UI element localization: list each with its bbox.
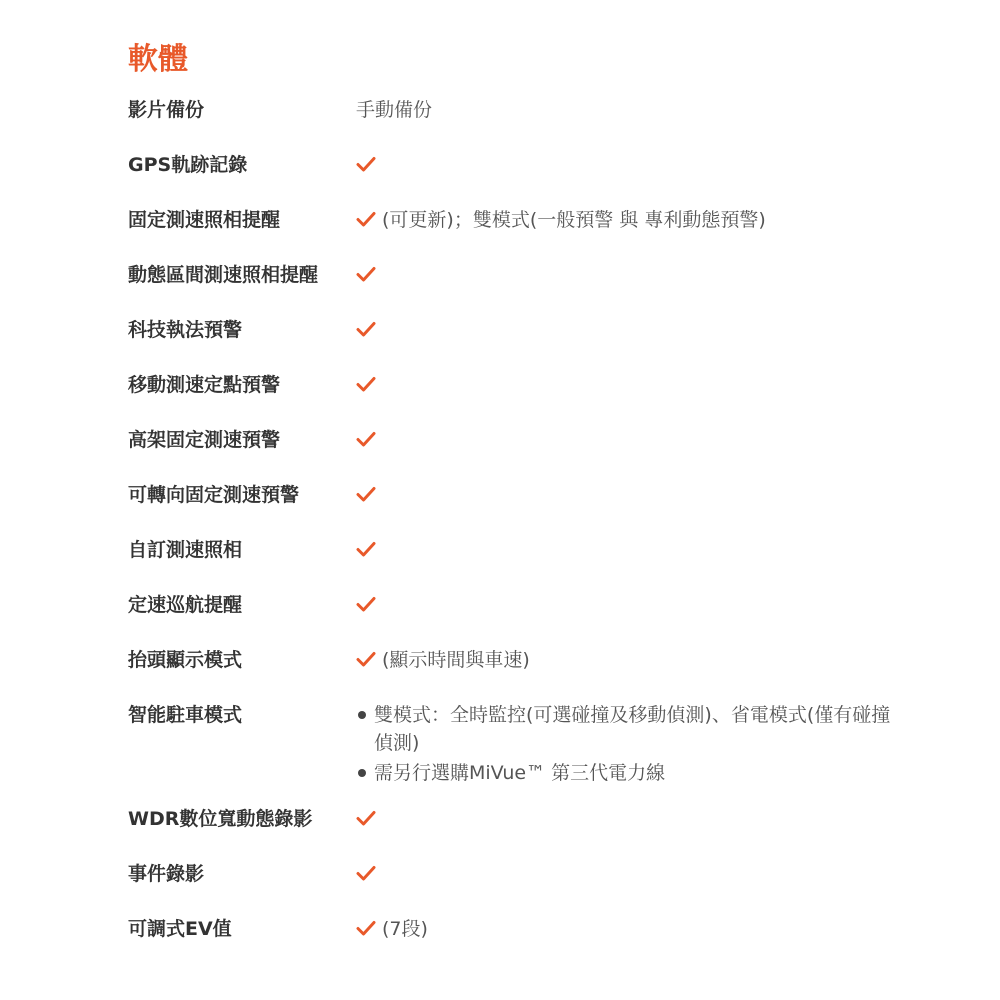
spec-label: 固定測速照相提醒 (128, 209, 281, 231)
spec-label: 事件錄影 (128, 863, 205, 885)
spec-value-text: (可更新)；雙模式(一般預警 與 專利動態預警) (382, 209, 766, 231)
spec-value (356, 206, 896, 234)
section-title: 軟體 (128, 42, 188, 77)
spec-value (356, 96, 896, 124)
check-icon (356, 151, 378, 179)
spec-value (356, 646, 896, 674)
check-icon (356, 536, 378, 564)
check-icon (356, 371, 378, 399)
spec-label: 抬頭顯示模式 (128, 649, 243, 671)
spec-value-text: 手動備份 (356, 99, 433, 121)
check-icon (356, 805, 378, 833)
spec-label: 可調式EV值 (128, 918, 232, 940)
spec-label: 動態區間測速照相提醒 (128, 264, 319, 286)
check-icon (356, 860, 378, 888)
spec-label: GPS軌跡記錄 (128, 154, 248, 176)
spec-value (356, 805, 896, 833)
check-icon (356, 261, 378, 289)
check-icon (356, 646, 378, 674)
check-icon (356, 206, 378, 234)
bullet-list (356, 701, 894, 787)
bullet-text: 需另行選購MiVue™ 第三代電力線 (374, 762, 666, 784)
spec-label: 智能駐車模式 (128, 704, 243, 726)
spec-label: 科技執法預警 (128, 319, 243, 341)
spec-value (356, 371, 896, 399)
check-icon (356, 591, 378, 619)
bullet-dot-icon (358, 769, 366, 777)
check-icon (356, 316, 378, 344)
spec-label: 自訂測速照相 (128, 539, 243, 561)
bullet-item (356, 759, 894, 787)
spec-value (356, 316, 896, 344)
bullet-text: 雙模式：全時監控(可選碰撞及移動偵測)、省電模式(僅有碰撞偵測) (374, 704, 891, 754)
spec-value (356, 536, 896, 564)
spec-label: 定速巡航提醒 (128, 594, 243, 616)
spec-value-text: (顯示時間與車速) (382, 649, 530, 671)
spec-label: 移動測速定點預警 (128, 374, 281, 396)
spec-value (356, 591, 896, 619)
check-icon (356, 426, 378, 454)
spec-label: 影片備份 (128, 99, 205, 121)
spec-label: 高架固定測速預警 (128, 429, 281, 451)
spec-value (356, 426, 896, 454)
spec-label: 可轉向固定測速預警 (128, 484, 300, 506)
spec-value (356, 915, 896, 943)
spec-value (356, 151, 896, 179)
spec-value (356, 481, 896, 509)
spec-label: WDR數位寬動態錄影 (128, 808, 313, 830)
check-icon (356, 915, 378, 943)
bullet-dot-icon (358, 711, 366, 719)
check-icon (356, 481, 378, 509)
spec-value-text: (7段) (382, 918, 428, 940)
spec-value (356, 261, 896, 289)
spec-value (356, 860, 896, 888)
spec-value (356, 701, 896, 787)
bullet-item (356, 701, 894, 757)
